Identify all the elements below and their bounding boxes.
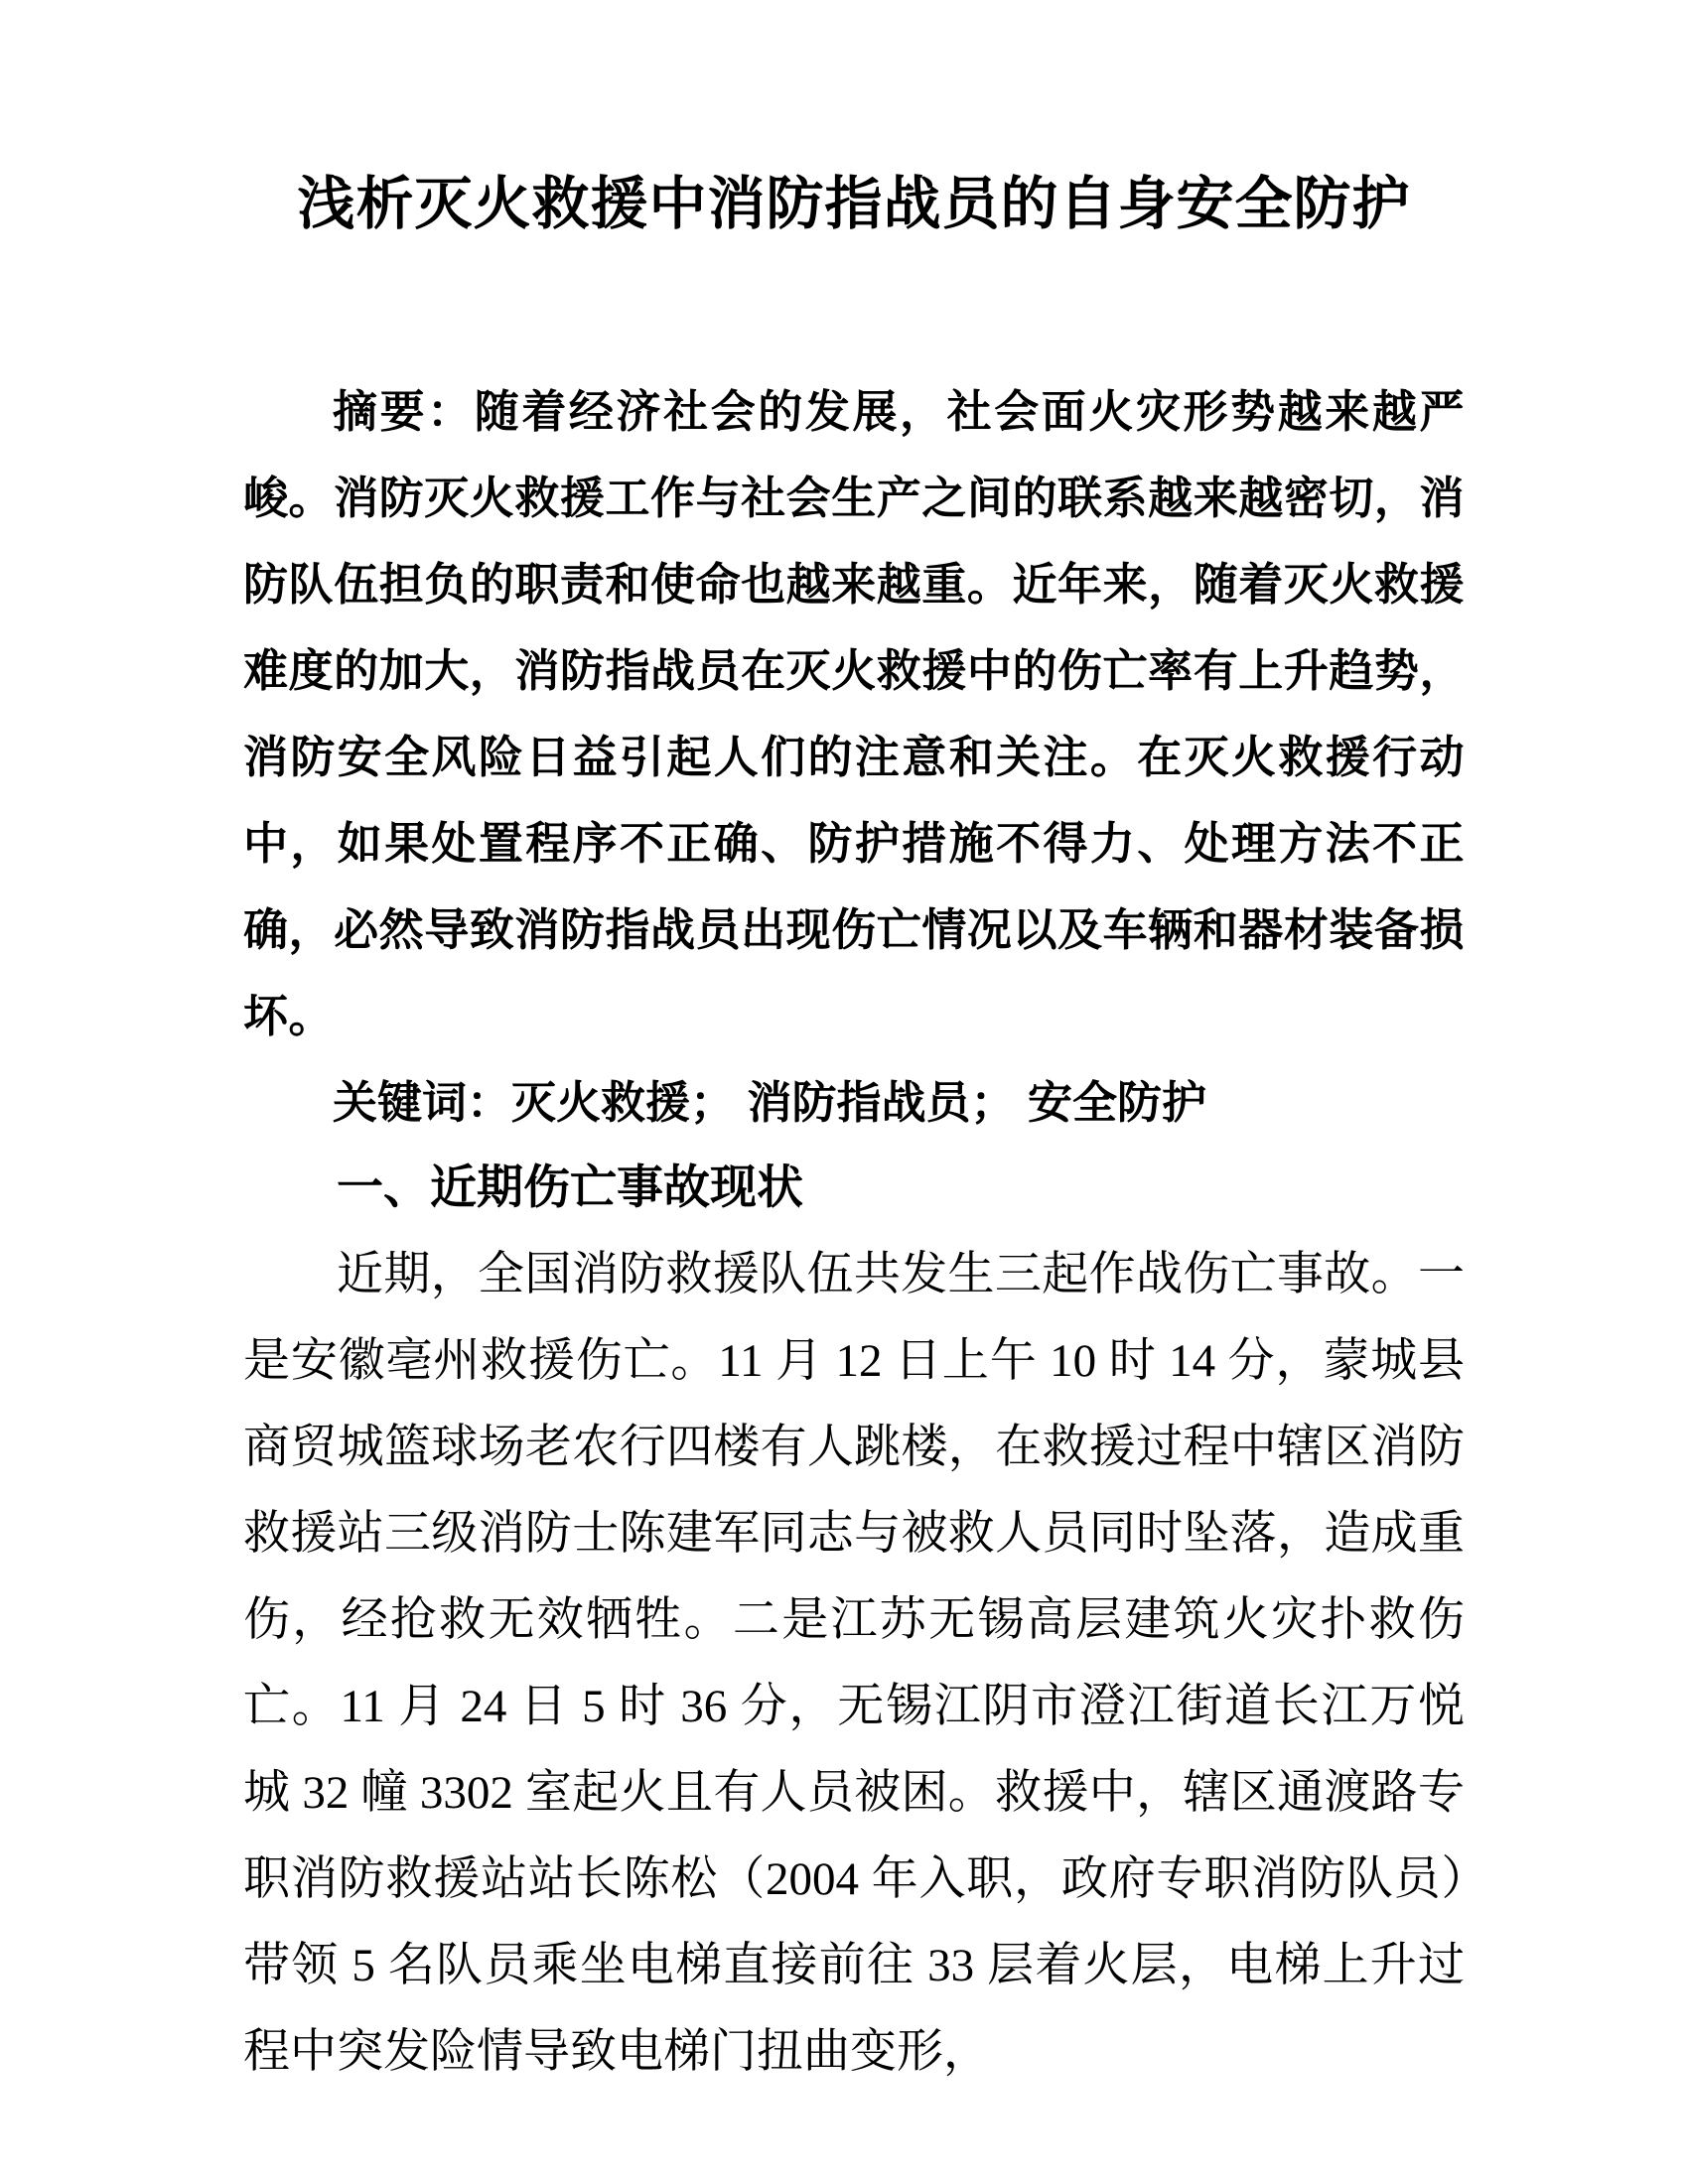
document-title: 浅析灭火救援中消防指战员的自身安全防护: [297, 172, 1411, 236]
section-heading-casualty-status: 一、近期伤亡事故现状: [337, 1161, 803, 1214]
keywords-text: 灭火救援； 消防指战员； 安全防护: [511, 1076, 1207, 1128]
keywords-line: [243, 1059, 1465, 1146]
abstract-paragraph: [243, 368, 1465, 1059]
keywords-label: 关键词：: [333, 1076, 512, 1128]
section-body-paragraph: 近期，全国消防救援队伍共发生三起作战伤亡事故。一是安徽亳州救援伤亡。11 月 12 日上午 10 时 14 分，蒙城县商贸城篮球场老农行四楼有人跳楼，在救援过程中辖区消防救援站三级消防士陈建军同志与被救人员同时坠落，造成重伤，经抢救无效牺牲。二是江苏无锡高层建筑火灾扑救伤亡。11 月 24 日 5 时 36 分，无锡江阴市澄江街道长江万悦城 32 幢 3302 室起火且有人员被困。救援中，辖区通渡路专职消防救援站站长陈松（2004 年入职，政府专职消防队员）带领 5 名队员乘坐电梯直接前往 33 层着火层，电梯上升过程中突发险情导致电梯门扭曲变形，: [243, 1248, 1465, 2078]
abstract-text: 随着经济社会的发展，社会面火灾形势越来越严峻。消防灭火救援工作与社会生产之间的联系越来越密切，消防队伍担负的职责和使命也越来越重。近年来，随着灭火救援难度的加大，消防指战员在灭火救援中的伤亡率有上升趋势，消防安全风险日益引起人们的注意和关注。在灭火救援行动中，如果处置程序不正确、防护措施不得力、处理方法不正确，必然导致消防指战员出现伤亡情况以及车辆和器材装备损坏。: [243, 385, 1465, 1041]
abstract-label: 摘要：: [333, 385, 475, 437]
